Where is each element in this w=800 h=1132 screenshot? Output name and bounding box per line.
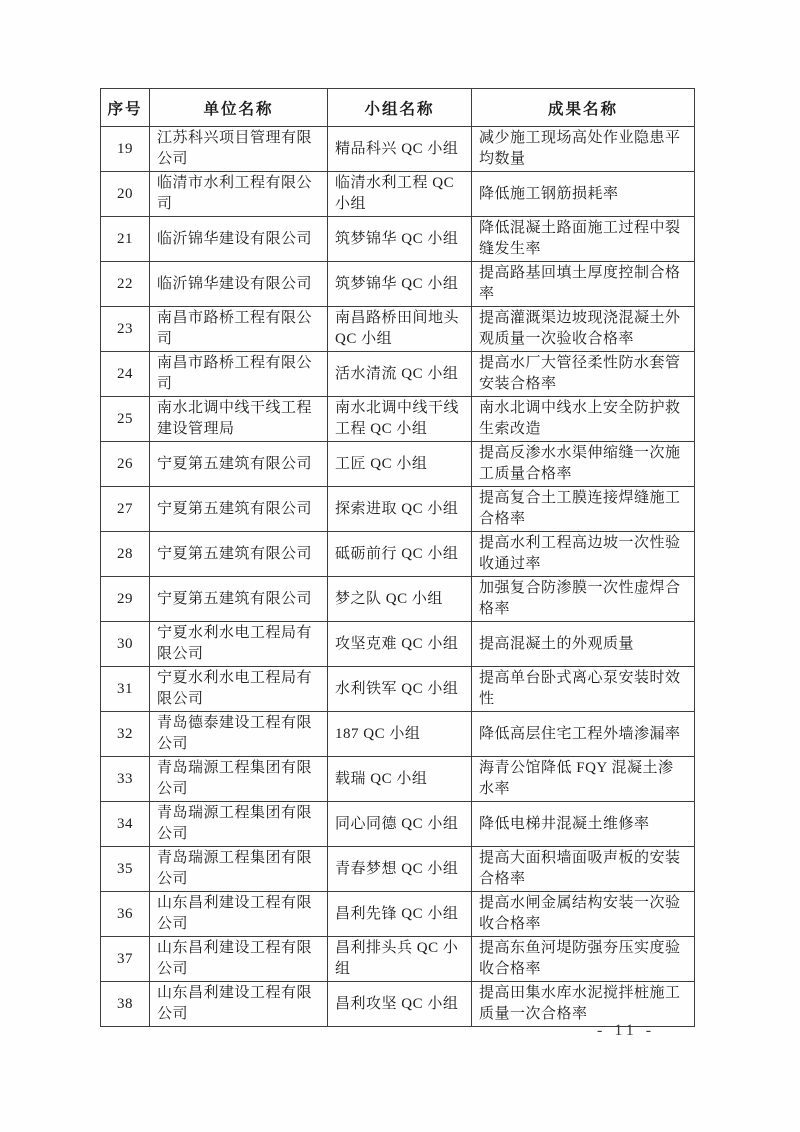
cell-serial: 37 bbox=[101, 937, 150, 982]
cell-unit-name: 临沂锦华建设有限公司 bbox=[150, 262, 328, 307]
cell-unit-name: 山东昌利建设工程有限公司 bbox=[150, 892, 328, 937]
table-row bbox=[101, 487, 695, 532]
cell-group-name: 昌利先锋 QC 小组 bbox=[328, 892, 472, 937]
cell-group-name: 南水北调中线干线工程 QC 小组 bbox=[328, 397, 472, 442]
col-header-serial: 序号 bbox=[101, 89, 150, 127]
table-row bbox=[101, 622, 695, 667]
cell-serial: 32 bbox=[101, 712, 150, 757]
cell-result-name: 提高水利工程高边坡一次性验收通过率 bbox=[472, 532, 695, 577]
cell-result-name: 提高大面积墙面吸声板的安装合格率 bbox=[472, 847, 695, 892]
cell-unit-name: 南水北调中线干线工程建设管理局 bbox=[150, 397, 328, 442]
cell-group-name: 昌利排头兵 QC 小组 bbox=[328, 937, 472, 982]
page-number: - 11 - bbox=[597, 1022, 656, 1039]
cell-serial: 24 bbox=[101, 352, 150, 397]
cell-group-name: 精品科兴 QC 小组 bbox=[328, 127, 472, 172]
cell-group-name: 青春梦想 QC 小组 bbox=[328, 847, 472, 892]
cell-serial: 30 bbox=[101, 622, 150, 667]
table-row bbox=[101, 802, 695, 847]
cell-unit-name: 山东昌利建设工程有限公司 bbox=[150, 982, 328, 1027]
cell-result-name: 提高单台卧式离心泵安装时效性 bbox=[472, 667, 695, 712]
cell-serial: 33 bbox=[101, 757, 150, 802]
col-header-result-name: 成果名称 bbox=[472, 89, 695, 127]
cell-serial: 36 bbox=[101, 892, 150, 937]
cell-serial: 28 bbox=[101, 532, 150, 577]
cell-unit-name: 青岛瑞源工程集团有限公司 bbox=[150, 757, 328, 802]
cell-unit-name: 宁夏水利水电工程局有限公司 bbox=[150, 622, 328, 667]
table-header-row bbox=[101, 89, 695, 127]
cell-serial: 31 bbox=[101, 667, 150, 712]
cell-unit-name: 宁夏水利水电工程局有限公司 bbox=[150, 667, 328, 712]
cell-result-name: 加强复合防渗膜一次性虚焊合格率 bbox=[472, 577, 695, 622]
cell-serial: 20 bbox=[101, 172, 150, 217]
cell-unit-name: 宁夏第五建筑有限公司 bbox=[150, 487, 328, 532]
table-row bbox=[101, 442, 695, 487]
cell-result-name: 降低施工钢筋损耗率 bbox=[472, 172, 695, 217]
cell-serial: 25 bbox=[101, 397, 150, 442]
cell-result-name: 提高水厂大管径柔性防水套管安装合格率 bbox=[472, 352, 695, 397]
table-row bbox=[101, 217, 695, 262]
cell-group-name: 梦之队 QC 小组 bbox=[328, 577, 472, 622]
table-row bbox=[101, 352, 695, 397]
cell-serial: 27 bbox=[101, 487, 150, 532]
cell-serial: 19 bbox=[101, 127, 150, 172]
cell-serial: 21 bbox=[101, 217, 150, 262]
qc-results-table bbox=[100, 88, 695, 1027]
cell-group-name: 筑梦锦华 QC 小组 bbox=[328, 262, 472, 307]
col-header-group-name: 小组名称 bbox=[328, 89, 472, 127]
cell-unit-name: 山东昌利建设工程有限公司 bbox=[150, 937, 328, 982]
cell-result-name: 提高复合土工膜连接焊缝施工合格率 bbox=[472, 487, 695, 532]
col-header-unit-name: 单位名称 bbox=[150, 89, 328, 127]
cell-unit-name: 宁夏第五建筑有限公司 bbox=[150, 577, 328, 622]
table-row bbox=[101, 667, 695, 712]
cell-unit-name: 临清市水利工程有限公司 bbox=[150, 172, 328, 217]
table-row bbox=[101, 262, 695, 307]
cell-unit-name: 江苏科兴项目管理有限公司 bbox=[150, 127, 328, 172]
cell-result-name: 提高路基回填土厚度控制合格率 bbox=[472, 262, 695, 307]
cell-unit-name: 临沂锦华建设有限公司 bbox=[150, 217, 328, 262]
table-row bbox=[101, 532, 695, 577]
cell-group-name: 工匠 QC 小组 bbox=[328, 442, 472, 487]
cell-unit-name: 南昌市路桥工程有限公司 bbox=[150, 307, 328, 352]
cell-serial: 23 bbox=[101, 307, 150, 352]
cell-group-name: 临清水利工程 QC 小组 bbox=[328, 172, 472, 217]
table-row bbox=[101, 307, 695, 352]
table-row bbox=[101, 712, 695, 757]
cell-unit-name: 宁夏第五建筑有限公司 bbox=[150, 442, 328, 487]
cell-result-name: 降低混凝土路面施工过程中裂缝发生率 bbox=[472, 217, 695, 262]
cell-group-name: 攻坚克难 QC 小组 bbox=[328, 622, 472, 667]
table-row bbox=[101, 172, 695, 217]
table-row bbox=[101, 937, 695, 982]
cell-result-name: 提高混凝土的外观质量 bbox=[472, 622, 695, 667]
cell-group-name: 水利铁军 QC 小组 bbox=[328, 667, 472, 712]
cell-serial: 35 bbox=[101, 847, 150, 892]
table-row bbox=[101, 847, 695, 892]
table-row bbox=[101, 577, 695, 622]
cell-result-name: 提高田集水库水泥搅拌桩施工质量一次合格率 bbox=[472, 982, 695, 1027]
cell-unit-name: 青岛瑞源工程集团有限公司 bbox=[150, 847, 328, 892]
cell-unit-name: 青岛德泰建设工程有限公司 bbox=[150, 712, 328, 757]
cell-unit-name: 宁夏第五建筑有限公司 bbox=[150, 532, 328, 577]
cell-result-name: 南水北调中线水上安全防护救生索改造 bbox=[472, 397, 695, 442]
cell-group-name: 活水清流 QC 小组 bbox=[328, 352, 472, 397]
cell-group-name: 昌利攻坚 QC 小组 bbox=[328, 982, 472, 1027]
cell-group-name: 南昌路桥田间地头 QC 小组 bbox=[328, 307, 472, 352]
cell-result-name: 提高东鱼河堤防强夯压实度验收合格率 bbox=[472, 937, 695, 982]
cell-serial: 38 bbox=[101, 982, 150, 1027]
table-row bbox=[101, 892, 695, 937]
cell-result-name: 减少施工现场高处作业隐患平均数量 bbox=[472, 127, 695, 172]
cell-result-name: 提高灌溉渠边坡现浇混凝土外观质量一次验收合格率 bbox=[472, 307, 695, 352]
table-row bbox=[101, 397, 695, 442]
cell-result-name: 降低高层住宅工程外墙渗漏率 bbox=[472, 712, 695, 757]
cell-group-name: 载瑞 QC 小组 bbox=[328, 757, 472, 802]
cell-unit-name: 南昌市路桥工程有限公司 bbox=[150, 352, 328, 397]
cell-result-name: 提高水闸金属结构安装一次验收合格率 bbox=[472, 892, 695, 937]
cell-serial: 34 bbox=[101, 802, 150, 847]
cell-unit-name: 青岛瑞源工程集团有限公司 bbox=[150, 802, 328, 847]
table-row bbox=[101, 757, 695, 802]
cell-group-name: 探索进取 QC 小组 bbox=[328, 487, 472, 532]
cell-group-name: 砥砺前行 QC 小组 bbox=[328, 532, 472, 577]
cell-group-name: 筑梦锦华 QC 小组 bbox=[328, 217, 472, 262]
cell-serial: 26 bbox=[101, 442, 150, 487]
table-row bbox=[101, 982, 695, 1027]
cell-group-name: 187 QC 小组 bbox=[328, 712, 472, 757]
cell-serial: 29 bbox=[101, 577, 150, 622]
cell-result-name: 提高反渗水水渠伸缩缝一次施工质量合格率 bbox=[472, 442, 695, 487]
cell-group-name: 同心同德 QC 小组 bbox=[328, 802, 472, 847]
cell-result-name: 降低电梯井混凝土维修率 bbox=[472, 802, 695, 847]
cell-serial: 22 bbox=[101, 262, 150, 307]
cell-result-name: 海青公馆降低 FQY 混凝土渗水率 bbox=[472, 757, 695, 802]
table-row bbox=[101, 127, 695, 172]
